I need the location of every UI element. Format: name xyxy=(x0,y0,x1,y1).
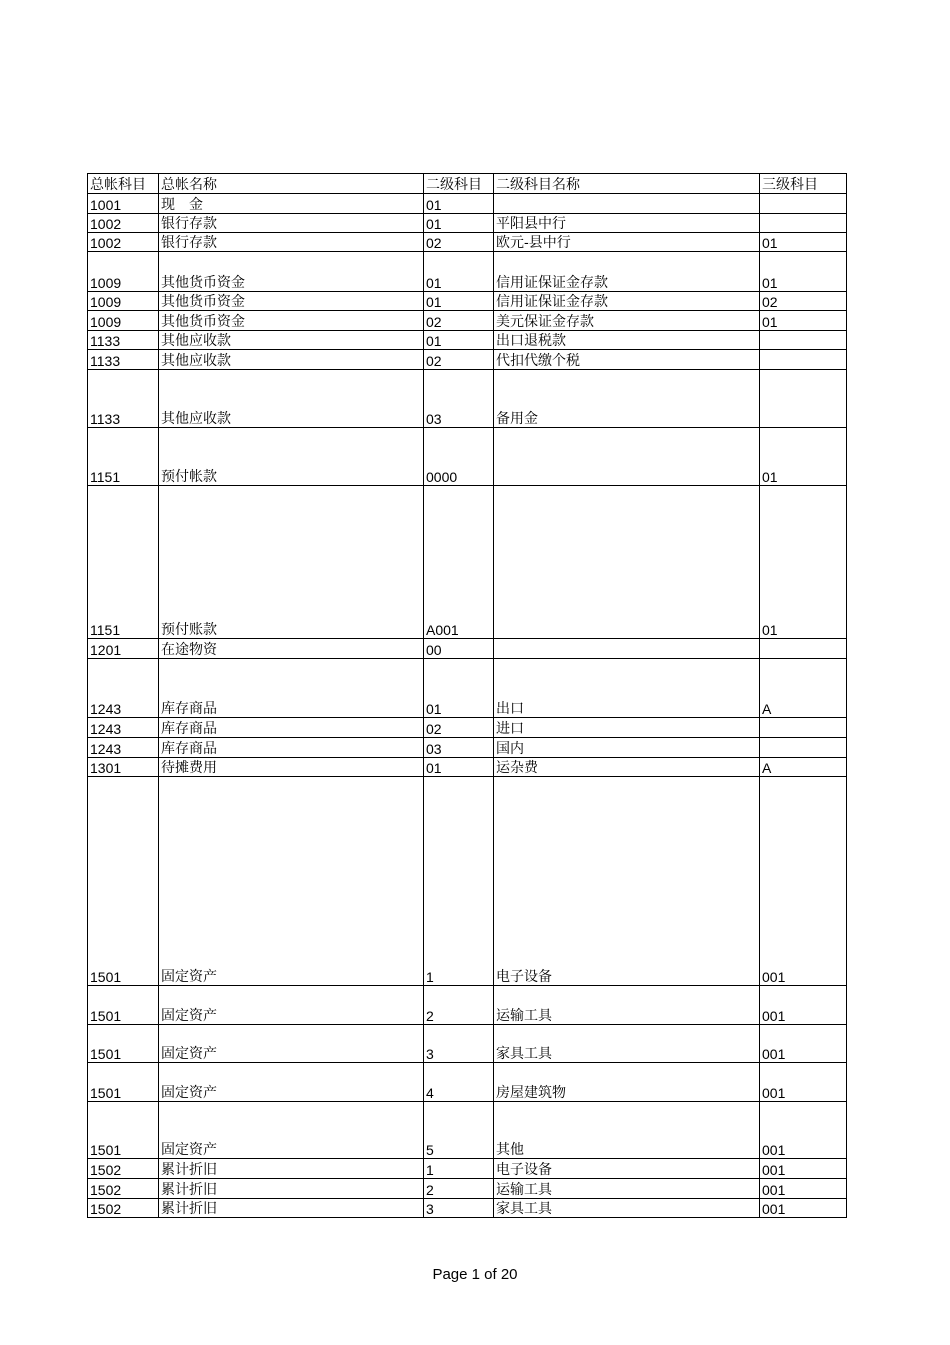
sub-name-cell: 美元保证金存款 xyxy=(494,311,760,331)
account-name-cell: 预付帐款 xyxy=(159,428,424,486)
sub-code-cell: 01 xyxy=(424,194,494,214)
sub-name-cell: 运输工具 xyxy=(494,986,760,1025)
third-code-cell: 01 xyxy=(760,428,847,486)
third-code-cell xyxy=(760,639,847,659)
sub-code-cell: 2 xyxy=(424,986,494,1025)
account-code-cell: 1133 xyxy=(88,331,159,350)
account-code-cell: 1301 xyxy=(88,758,159,777)
sub-code-cell: 3 xyxy=(424,1025,494,1063)
account-name-cell: 其他货币资金 xyxy=(159,292,424,311)
sub-name-cell: 其他 xyxy=(494,1102,760,1159)
third-code-cell: 001 xyxy=(760,1159,847,1179)
sub-name-cell: 欧元-县中行 xyxy=(494,233,760,252)
column-header: 二级科目名称 xyxy=(494,174,760,194)
sub-name-cell xyxy=(494,428,760,486)
sub-name-cell xyxy=(494,486,760,639)
account-code-cell: 1501 xyxy=(88,777,159,986)
account-table xyxy=(87,173,847,1218)
sub-code-cell: 3 xyxy=(424,1199,494,1218)
table-row xyxy=(88,718,847,738)
third-code-cell xyxy=(760,370,847,428)
sub-name-cell: 出口退税款 xyxy=(494,331,760,350)
header-row xyxy=(88,174,847,194)
table-row xyxy=(88,1025,847,1063)
account-code-cell: 1001 xyxy=(88,194,159,214)
table-row xyxy=(88,986,847,1025)
sub-name-cell: 代扣代缴个税 xyxy=(494,350,760,370)
account-name-cell: 库存商品 xyxy=(159,738,424,758)
account-code-cell: 1501 xyxy=(88,986,159,1025)
third-code-cell: 01 xyxy=(760,486,847,639)
account-name-cell: 固定资产 xyxy=(159,1102,424,1159)
sub-name-cell: 运杂费 xyxy=(494,758,760,777)
account-name-cell: 其他应收款 xyxy=(159,331,424,350)
table-row xyxy=(88,738,847,758)
table-row xyxy=(88,777,847,986)
account-code-cell: 1151 xyxy=(88,486,159,639)
account-code-cell: 1002 xyxy=(88,214,159,233)
sub-code-cell: 01 xyxy=(424,214,494,233)
table-row xyxy=(88,659,847,718)
account-code-cell: 1243 xyxy=(88,738,159,758)
sub-name-cell xyxy=(494,194,760,214)
account-name-cell: 银行存款 xyxy=(159,233,424,252)
third-code-cell: 001 xyxy=(760,777,847,986)
sub-name-cell: 运输工具 xyxy=(494,1179,760,1199)
table-row xyxy=(88,1179,847,1199)
sub-name-cell: 进口 xyxy=(494,718,760,738)
account-code-cell: 1502 xyxy=(88,1199,159,1218)
sub-code-cell: 4 xyxy=(424,1063,494,1102)
table-row xyxy=(88,311,847,331)
sub-name-cell: 出口 xyxy=(494,659,760,718)
third-code-cell: 001 xyxy=(760,1199,847,1218)
account-code-cell: 1002 xyxy=(88,233,159,252)
table-row xyxy=(88,1159,847,1179)
table-row xyxy=(88,1063,847,1102)
sub-name-cell: 电子设备 xyxy=(494,777,760,986)
account-name-cell: 库存商品 xyxy=(159,718,424,738)
third-code-cell: 001 xyxy=(760,1063,847,1102)
table-row xyxy=(88,331,847,350)
table-row xyxy=(88,252,847,292)
account-code-cell: 1501 xyxy=(88,1102,159,1159)
column-header: 总帐名称 xyxy=(159,174,424,194)
sub-code-cell: 01 xyxy=(424,292,494,311)
third-code-cell: A xyxy=(760,659,847,718)
sub-code-cell: 2 xyxy=(424,1179,494,1199)
sub-code-cell: 01 xyxy=(424,252,494,292)
page-number: Page 1 of 20 xyxy=(432,1266,518,1283)
third-code-cell: 01 xyxy=(760,311,847,331)
account-name-cell: 其他货币资金 xyxy=(159,252,424,292)
column-header: 三级科目 xyxy=(760,174,847,194)
third-code-cell xyxy=(760,718,847,738)
account-name-cell: 累计折旧 xyxy=(159,1179,424,1199)
table-row xyxy=(88,194,847,214)
sub-code-cell: 02 xyxy=(424,233,494,252)
sub-name-cell xyxy=(494,639,760,659)
account-name-cell: 在途物资 xyxy=(159,639,424,659)
account-code-cell: 1009 xyxy=(88,252,159,292)
account-code-cell: 1009 xyxy=(88,311,159,331)
account-name-cell: 固定资产 xyxy=(159,777,424,986)
account-code-cell: 1243 xyxy=(88,659,159,718)
table-row xyxy=(88,639,847,659)
account-code-cell: 1502 xyxy=(88,1179,159,1199)
sub-name-cell: 房屋建筑物 xyxy=(494,1063,760,1102)
sub-name-cell: 国内 xyxy=(494,738,760,758)
sub-code-cell: 00 xyxy=(424,639,494,659)
account-code-cell: 1151 xyxy=(88,428,159,486)
account-code-cell: 1133 xyxy=(88,370,159,428)
sub-code-cell: 1 xyxy=(424,777,494,986)
account-name-cell: 现 金 xyxy=(159,194,424,214)
third-code-cell xyxy=(760,331,847,350)
table-row xyxy=(88,1102,847,1159)
sub-code-cell: 03 xyxy=(424,370,494,428)
column-header: 总帐科目 xyxy=(88,174,159,194)
sub-name-cell: 家具工具 xyxy=(494,1199,760,1218)
table-row xyxy=(88,486,847,639)
account-name-cell: 其他应收款 xyxy=(159,370,424,428)
sub-code-cell: 0000 xyxy=(424,428,494,486)
sub-name-cell: 备用金 xyxy=(494,370,760,428)
table-row xyxy=(88,1199,847,1218)
account-name-cell: 其他货币资金 xyxy=(159,311,424,331)
third-code-cell xyxy=(760,214,847,233)
account-name-cell: 待摊费用 xyxy=(159,758,424,777)
sub-name-cell: 信用证保证金存款 xyxy=(494,292,760,311)
account-name-cell: 固定资产 xyxy=(159,1063,424,1102)
account-name-cell: 其他应收款 xyxy=(159,350,424,370)
third-code-cell xyxy=(760,350,847,370)
account-code-cell: 1501 xyxy=(88,1063,159,1102)
sub-code-cell: 01 xyxy=(424,659,494,718)
third-code-cell: 001 xyxy=(760,1179,847,1199)
third-code-cell: 001 xyxy=(760,986,847,1025)
account-code-cell: 1201 xyxy=(88,639,159,659)
sub-code-cell: 01 xyxy=(424,758,494,777)
table-row xyxy=(88,350,847,370)
account-name-cell: 银行存款 xyxy=(159,214,424,233)
sub-name-cell: 家具工具 xyxy=(494,1025,760,1063)
account-name-cell: 累计折旧 xyxy=(159,1159,424,1179)
third-code-cell: 01 xyxy=(760,252,847,292)
third-code-cell: 001 xyxy=(760,1102,847,1159)
table-row xyxy=(88,214,847,233)
account-name-cell: 预付账款 xyxy=(159,486,424,639)
account-code-cell: 1502 xyxy=(88,1159,159,1179)
column-header: 二级科目 xyxy=(424,174,494,194)
table-row xyxy=(88,233,847,252)
third-code-cell: 01 xyxy=(760,233,847,252)
sub-code-cell: 1 xyxy=(424,1159,494,1179)
account-code-cell: 1243 xyxy=(88,718,159,738)
account-code-cell: 1009 xyxy=(88,292,159,311)
account-code-cell: 1133 xyxy=(88,350,159,370)
third-code-cell: 02 xyxy=(760,292,847,311)
account-code-cell: 1501 xyxy=(88,1025,159,1063)
account-name-cell: 累计折旧 xyxy=(159,1199,424,1218)
third-code-cell xyxy=(760,194,847,214)
sub-name-cell: 电子设备 xyxy=(494,1159,760,1179)
account-name-cell: 库存商品 xyxy=(159,659,424,718)
sub-name-cell: 平阳县中行 xyxy=(494,214,760,233)
third-code-cell: A xyxy=(760,758,847,777)
account-name-cell: 固定资产 xyxy=(159,1025,424,1063)
sub-code-cell: 01 xyxy=(424,331,494,350)
sub-name-cell: 信用证保证金存款 xyxy=(494,252,760,292)
sub-code-cell: 03 xyxy=(424,738,494,758)
account-name-cell: 固定资产 xyxy=(159,986,424,1025)
sub-code-cell: 02 xyxy=(424,718,494,738)
table-row xyxy=(88,428,847,486)
table-row xyxy=(88,292,847,311)
third-code-cell: 001 xyxy=(760,1025,847,1063)
sub-code-cell: 5 xyxy=(424,1102,494,1159)
sub-code-cell: A001 xyxy=(424,486,494,639)
table-row xyxy=(88,370,847,428)
third-code-cell xyxy=(760,738,847,758)
sub-code-cell: 02 xyxy=(424,311,494,331)
sub-code-cell: 02 xyxy=(424,350,494,370)
table-row xyxy=(88,758,847,777)
